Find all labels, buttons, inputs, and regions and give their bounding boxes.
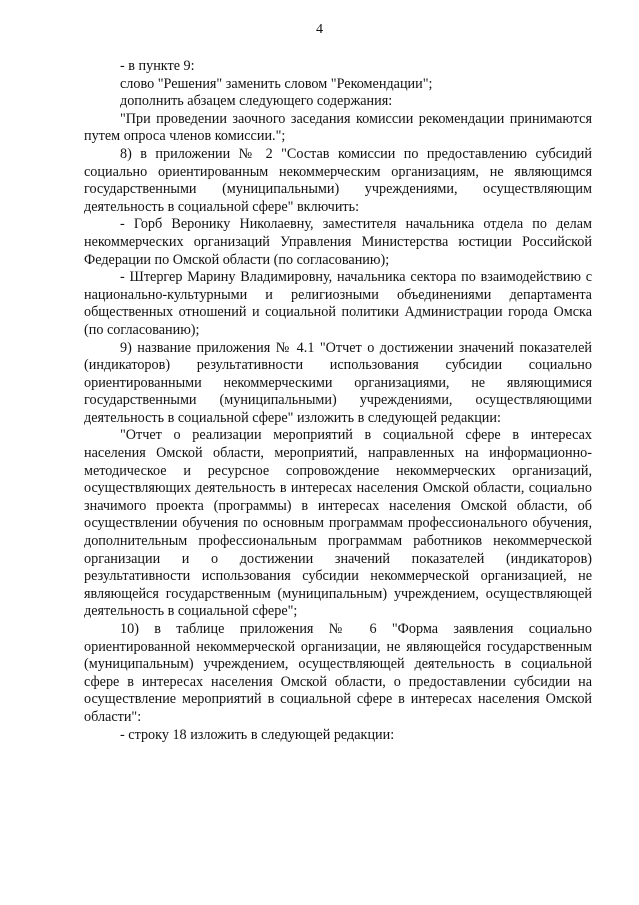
paragraph-add-clause: дополнить абзацем следующего содержания: [120,93,393,110]
paragraph-quoted-clause: "При проведении заочного заседания комиссии рекомендации принимаются путем опроса членов комиссии."; [84,110,592,145]
paragraph-member-gorb: - Горб Веронику Николаевну, заместителя начальника отдела по делам некоммерческих организаций Управления Министерства юстиции Российской Федерации по Омской области (по согласованию); [84,216,592,268]
paragraph-member-shterger: - Штергер Марину Владимировну, начальника сектора по взаимодействию с национально-культурными и религиозными объединениями департамента общественных отношений и социальной политики Администрации города Омска (по согласованию); [84,269,592,338]
paragraph-word-replacement: слово "Решения" заменить словом "Рекомендации"; [120,75,433,92]
paragraph-item-9: 9) название приложения № 4.1 "Отчет о достижении значений показателей (индикаторов) результативности использования субсидии социально ориентированными некоммерческими организациями, не являющимися государственными (муниципальными) учреждениями, осуществляющими деятельность в социальной сфере" изложить в следующей редакции: [84,339,592,426]
document-body [84,58,592,744]
paragraph-item-8: 8) в приложении № 2 "Состав комиссии по предоставлению субсидий социально ориентированным некоммерческим организациям, не являющимся государственными (муниципальными) учреждениями, осуществляющим деятельность в социальной сфере" включить: [84,145,592,215]
paragraph-row-18: - строку 18 изложить в следующей редакции: [120,726,395,743]
paragraph-item-10: 10) в таблице приложения № 6 "Форма заявления социально ориентированной некоммерческой организации, не являющейся государственным (муниципальным) учреждением, осуществляющей деятельность в социальной сфере в интересах населения Омской области, о предоставлении субсидии на осуществление мероприятий в социальной сфере в интересах населения Омской области": [84,621,592,725]
paragraph-item-9-intro: - в пункте 9: [120,58,195,74]
page-number: 4 [316,22,323,37]
paragraph-report-title: "Отчет о реализации мероприятий в социальной сфере в интересах населения Омской области, мероприятий, направленных на информационно-методическое и ресурсное сопровождение некоммерческих организаций, осуществляющих деятельность в интересах населения Омской области, социально значимого проекта (программы) в интересах населения Омской области, об осуществлении обучения по основным программам профессионального обучения, дополнительным профессиональным программам работников некоммерческой организации и о достижении значений показателей (индикаторов) результативности использования субсидии некоммерческой организацией, не являющейся государственным (муниципальным) учреждением, осуществляющей деятельность в социальной сфере"; [84,427,592,620]
